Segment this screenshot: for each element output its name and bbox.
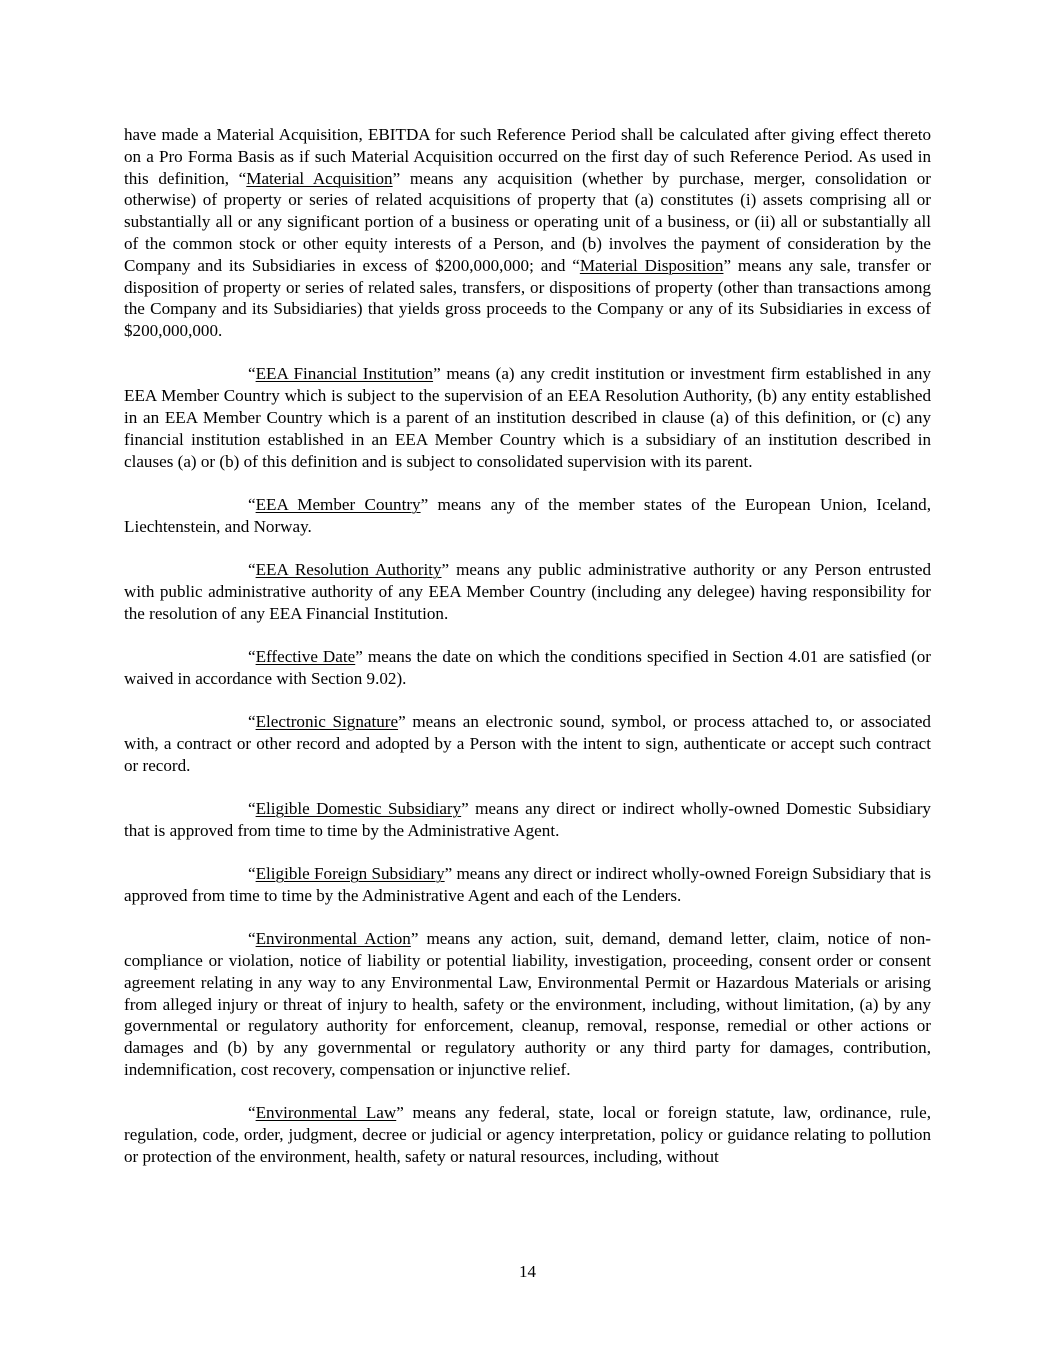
definition-eea-member-country <box>124 494 931 538</box>
definition-text: ” means an electronic sound, symbol, or process attached to, or associated with, a contract or other record and adopted by a Person with the intent to sign, authenticate or accept such contract or record. <box>124 712 931 775</box>
paragraph-1-text: have made a Material Acquisition, EBITDA for such Reference Period shall be calculated after giving effect thereto on a Pro Forma Basis as if such Material Acquisition occurred on the first day of such Reference Period. As used in this definition, “ <box>124 125 931 188</box>
definition-text: ” means any public administrative authority or any Person entrusted with public administrative authority of any EEA Member Country (including any delegee) having responsibility for the resolution of any EEA Financial Institution. <box>124 560 931 623</box>
page-number: 14 <box>519 1262 536 1281</box>
definition-text: ” means any federal, state, local or foreign statute, law, ordinance, rule, regulation, code, order, judgment, decree or judicial or agency interpretation, policy or guidance relating to pollution or protection of the environment, health, safety or natural resources, including, without <box>124 1103 931 1166</box>
definition-text: ” means (a) any credit institution or investment firm established in any EEA Member Country which is subject to the supervision of an EEA Resolution Authority, (b) any entity established in an EEA Member Country which is a parent of an institution described in clause (a) of this definition, or (c) any financial institution established in an EEA Member Country which is a subsidiary of an institution described in clauses (a) or (b) of this definition and is subject to consolidated supervision with its parent. <box>124 364 932 471</box>
open-quote: “ <box>248 929 256 949</box>
defined-term-eea-resolution-authority: EEA Resolution Authority <box>255 560 442 580</box>
defined-term-eligible-domestic-subsidiary: Eligible Domestic Subsidiary <box>255 798 462 818</box>
paragraph-1-text: ” means any sale, transfer or disposition of property or series of related sales, transfers, or dispositions of property (other than transactions among the Company and its Subsidiaries) that yields gross proceeds to the Company or any of its Subsidiaries in excess of $200,000,000. <box>124 255 932 341</box>
defined-term-material-acquisition: Material Acquisition <box>246 168 393 188</box>
definition-environmental-law <box>124 1102 931 1167</box>
defined-term-environmental-action: Environmental Action <box>255 929 411 949</box>
defined-term-environmental-law: Environmental Law <box>255 1103 397 1123</box>
defined-term-effective-date: Effective Date <box>255 646 356 666</box>
open-quote: “ <box>248 494 256 514</box>
open-quote: “ <box>248 646 256 666</box>
definition-text: ” means the date on which the conditions specified in Section 4.01 are satisfied (or waived in accordance with Section 9.02). <box>124 646 931 688</box>
open-quote: “ <box>248 560 256 580</box>
definition-text: ” means any direct or indirect wholly-owned Domestic Subsidiary that is approved from time to time by the Administrative Agent. <box>124 798 931 840</box>
definition-electronic-signature <box>124 711 931 776</box>
definition-text: ” means any of the member states of the European Union, Iceland, Liechtenstein, and Norway. <box>124 494 931 536</box>
definition-eea-financial-institution <box>124 363 931 472</box>
definition-text: ” means any action, suit, demand, demand letter, claim, notice of non-compliance or violation, notice of liability or potential liability, investigation, proceeding, consent order or consent agreement relating in any way to any Environmental Law, Environmental Permit or Hazardous Materials or arising from alleged injury or threat of injury to health, safety or the environment, including, without limitation, (a) by any governmental or regulatory authority for enforcement, cleanup, removal, response, remedial or other actions or damages and (b) by any governmental or regulatory authority or any third party for damages, contribution, indemnification, cost recovery, compensation or injunctive relief. <box>124 929 931 1079</box>
definition-text: ” means any direct or indirect wholly-owned Foreign Subsidiary that is approved from time to time by the Administrative Agent and each of the Lenders. <box>124 864 931 905</box>
open-quote: “ <box>248 712 256 732</box>
defined-term-eligible-foreign-subsidiary: Eligible Foreign Subsidiary <box>255 864 445 884</box>
defined-term-electronic-signature: Electronic Signature <box>255 712 399 732</box>
definition-effective-date <box>124 646 931 690</box>
open-quote: “ <box>248 798 256 818</box>
open-quote: “ <box>248 364 256 384</box>
definition-eligible-foreign-subsidiary <box>124 863 931 907</box>
defined-term-eea-member-country: EEA Member Country <box>255 494 421 514</box>
definition-eligible-domestic-subsidiary <box>124 798 931 842</box>
definition-eea-resolution-authority <box>124 559 931 624</box>
document-page <box>124 124 931 1189</box>
paragraph-1-text: ” means any acquisition (whether by purchase, merger, consolidation or otherwise) of property or series of related acquisitions of property that (a) constitutes (i) assets comprising all or substantially all or any significant portion of a business or operating unit of a business, or (ii) all or substantially all of the common stock or other equity interests of a Person, and (b) involves the payment of consideration by the Company and its Subsidiaries in excess of $200,000,000; and “ <box>124 168 931 275</box>
defined-term-eea-financial-institution: EEA Financial Institution <box>255 364 434 384</box>
open-quote: “ <box>248 864 256 884</box>
paragraph-1 <box>124 124 931 342</box>
defined-term-material-disposition: Material Disposition <box>579 255 724 275</box>
open-quote: “ <box>248 1103 256 1123</box>
definition-environmental-action <box>124 928 931 1081</box>
